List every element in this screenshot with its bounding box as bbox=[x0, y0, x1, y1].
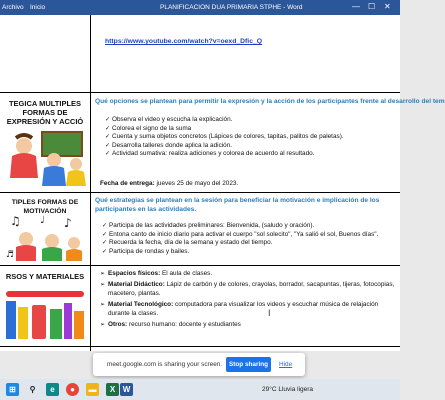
taskbar bbox=[0, 379, 400, 400]
delivery-date-label: Fecha de entrega: bbox=[100, 180, 155, 187]
edge-icon[interactable]: e bbox=[46, 383, 59, 396]
list-item: ✓ Recuerda la fecha, día de la semana y estado del tiempo. bbox=[102, 239, 378, 248]
window-title-bar bbox=[0, 0, 400, 15]
menu-inicio[interactable]: Inicio bbox=[30, 4, 46, 11]
section-heading-recursos: RSOS Y MATERIALES bbox=[5, 272, 85, 281]
school-supplies-illustration bbox=[2, 285, 88, 343]
resource-label: Espacios físicos: bbox=[108, 270, 161, 277]
resource-text: recurso humano: docente y estudiantes bbox=[128, 321, 241, 329]
excel-icon[interactable]: X bbox=[106, 383, 119, 396]
list-item: ✓ Participa de las actividades preliminares: Bienvenida, (saludo y oración). bbox=[102, 222, 378, 231]
window-title: PLANIFICACION DUA PRIMARIA STPHE - Word bbox=[160, 4, 303, 11]
list-item: ✓ Observa el video y escucha la explicación. bbox=[105, 116, 344, 125]
svg-text:♪: ♪ bbox=[64, 216, 72, 230]
youtube-link[interactable]: https://www.youtube.com/watch?v=oexd_Dfic_Q bbox=[105, 38, 263, 45]
section-question-motivacion: Qué estrategias se plantean en la sesión para beneficiar la motivación e implicación de los participantes en las actividades. bbox=[95, 197, 380, 213]
section-question-expresion: Qué opciones se plantean para permitir la expresión y la acción de los participantes frente al desarrollo del tem bbox=[95, 98, 445, 105]
list-item bbox=[100, 321, 398, 329]
windows-icon[interactable]: ⊞ bbox=[6, 383, 19, 396]
list-item: ✓ Colorea el signo de la suma bbox=[105, 125, 344, 134]
table-divider bbox=[0, 192, 400, 193]
resource-label: Otros: bbox=[108, 321, 128, 329]
folder-icon[interactable]: ▬ bbox=[86, 383, 99, 396]
list-item: ✓ Desarrolla talleres donde aplica la adición. bbox=[105, 142, 344, 151]
children-illustration bbox=[2, 128, 90, 188]
stop-sharing-button[interactable]: Stop sharing bbox=[226, 357, 271, 372]
music-children-illustration bbox=[4, 213, 88, 263]
table-divider-vertical bbox=[90, 15, 91, 351]
table-divider bbox=[0, 346, 400, 347]
weather-widget[interactable]: 29°C Lluvia ligera bbox=[262, 386, 314, 393]
svg-text:♩: ♩ bbox=[40, 215, 45, 226]
section-heading-expresion: TEGICA MULTIPLES FORMAS DE EXPRESIÓN Y ACCIÓ bbox=[6, 99, 84, 126]
list-item: ✓ Participa de rondas y bailes. bbox=[102, 248, 378, 257]
resource-text: El aula de clases. bbox=[162, 270, 213, 277]
resources-list bbox=[100, 270, 398, 332]
section-heading-motivacion: TIPLES FORMAS DE MOTIVACIÓN bbox=[11, 199, 79, 215]
delivery-date-value: jueves 25 de mayo del 2023. bbox=[156, 180, 239, 187]
document-page[interactable] bbox=[0, 15, 445, 351]
table-divider bbox=[0, 92, 400, 93]
close-button[interactable]: ✕ bbox=[384, 2, 391, 11]
activity-list-motivacion bbox=[102, 222, 378, 256]
word-icon[interactable]: W bbox=[120, 383, 133, 396]
resource-text: computadora para visualizar los videos y escuchar música de relajación durante la clases. bbox=[108, 301, 379, 317]
list-item bbox=[100, 270, 398, 278]
hide-button[interactable]: Hide bbox=[279, 361, 293, 368]
maximize-button[interactable]: ☐ bbox=[368, 2, 376, 11]
list-item bbox=[100, 281, 398, 298]
resource-label: Material Tecnológico: bbox=[108, 301, 174, 309]
list-item: ✓ Entona canto de inicio diario para activar el cuerpo "sol solecito", "Ya salió el sol, Buenos días". bbox=[102, 231, 378, 240]
minimize-button[interactable]: — bbox=[352, 2, 360, 11]
delivery-date bbox=[100, 180, 238, 187]
text-cursor-icon: I bbox=[268, 308, 271, 318]
share-message: meet.google.com is sharing your screen. bbox=[107, 361, 223, 368]
search-icon[interactable]: ⚲ bbox=[29, 385, 36, 394]
svg-text:♫: ♫ bbox=[10, 214, 21, 228]
list-item: ✓ Cuenta y suma objetos concretos (Lápices de colores, tapitas, palitos de paletas). bbox=[105, 133, 344, 142]
list-item bbox=[100, 301, 398, 318]
list-item: ✓ Actividad sumativa: realiza adiciones y colorea de acuerdo al resultado. bbox=[105, 150, 344, 159]
svg-text:♬: ♬ bbox=[6, 250, 15, 260]
chrome-icon[interactable]: ● bbox=[66, 383, 79, 396]
activity-list-expresion bbox=[105, 116, 344, 159]
resource-text: Lápiz de carbón y de colores, crayolas, borrador, sacapuntas, tijeras, fotocopias, macetero, plantas. bbox=[108, 281, 395, 297]
table-divider bbox=[0, 265, 400, 266]
menu-archivo[interactable]: Archivo bbox=[2, 4, 24, 11]
resource-label: Material Didáctico: bbox=[108, 281, 165, 289]
screen-share-bar bbox=[93, 353, 305, 376]
